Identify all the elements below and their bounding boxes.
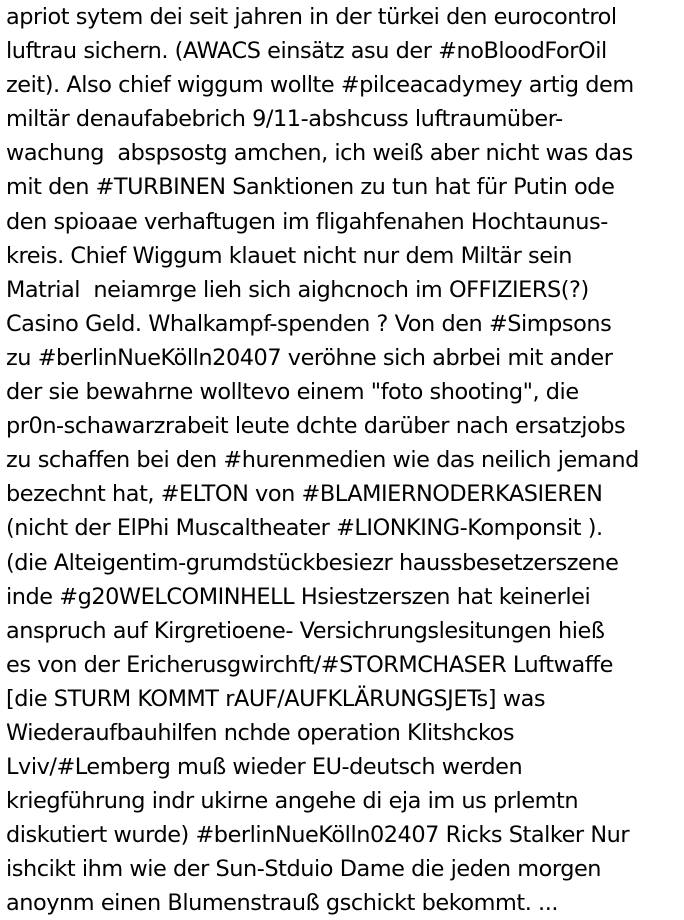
- text-line-15: bezechnt hat, #ELTON von #BLAMIERNODERKASIEREN: [6, 481, 603, 508]
- text-line-1: apriot sytem dei seit jahren in der türkei den eurocontrol: [6, 4, 617, 30]
- text-line-21: [die STURM KOMMT rAUF/AUFKLÄRUNGSJETs] was: [6, 685, 546, 712]
- text-line-26: ishcikt ihm wie der Sun-Stduio Dame die jeden morgen: [6, 856, 602, 883]
- text-line-20: es von der Ericherusgwirchft/#STORMCHASER Luftwaffe: [6, 651, 613, 678]
- text-line-10: Casino Geld. Whalkampf-spenden ? Von den #Simpsons: [6, 310, 612, 337]
- text-line-17: (die Alteigentim-grumdstückbesiezr haussbesetzerszene: [6, 549, 619, 576]
- text-line-14: zu schaffen bei den #hurenmedien wie das neilich jemand: [6, 447, 639, 474]
- text-line-24: kriegführung indr ukirne angehe di eja im us prlemtn: [6, 788, 579, 815]
- text-line-27: anoynm einen Blumenstrauß gschickt bekommt. ...: [6, 890, 559, 917]
- text-line-19: anspruch auf Kirgretioene- Versichrungslesitungen hieß: [6, 617, 605, 644]
- text-line-11: zu #berlinNueKölln20407 veröhne sich abrbei mit ander: [6, 344, 613, 371]
- text-line-6: mit den #TURBINEN Sanktionen zu tun hat für Putin ode: [6, 174, 615, 201]
- text-line-3: zeit). Also chief wiggum wollte #pilceacadymey artig dem: [6, 72, 634, 99]
- text-line-8: kreis. Chief Wiggum klauet nicht nur dem Miltär sein: [6, 242, 573, 269]
- body-text: [6, 0, 682, 920]
- text-line-9: Matrial neiamrge lieh sich aighcnoch im OFFIZIERS(?): [6, 276, 589, 303]
- text-line-5: wachung abspsostg amchen, ich weiß aber nicht was das: [6, 140, 633, 167]
- text-line-18: inde #g20WELCOMINHELL Hsiestzerszen hat keinerlei: [6, 583, 591, 610]
- text-line-23: Lviv/#Lemberg muß wieder EU-deutsch werden: [6, 754, 523, 781]
- text-line-13: pr0n-schawarzrabeit leute dchte darüber nach ersatzjobs: [6, 413, 626, 440]
- text-line-2: luftrau sichern. (AWACS einsätz asu der #noBloodForOil: [6, 38, 607, 65]
- text-line-22: Wiederaufbauhilfen nchde operation Klitshckos: [6, 719, 515, 746]
- text-line-4: miltär denaufabebrich 9/11-abshcuss luftraumüber-: [6, 106, 563, 133]
- text-line-7: den spioaae verhaftugen im fligahfenahen Hochtaunus-: [6, 208, 608, 235]
- text-line-25: diskutiert wurde) #berlinNueKölln02407 Ricks Stalker Nur: [6, 822, 630, 849]
- text-line-16: (nicht der ElPhi Muscaltheater #LIONKING-Komponsit ).: [6, 515, 603, 542]
- text-line-12: der sie bewahrne wolltevo einem "foto shooting", die: [6, 379, 579, 406]
